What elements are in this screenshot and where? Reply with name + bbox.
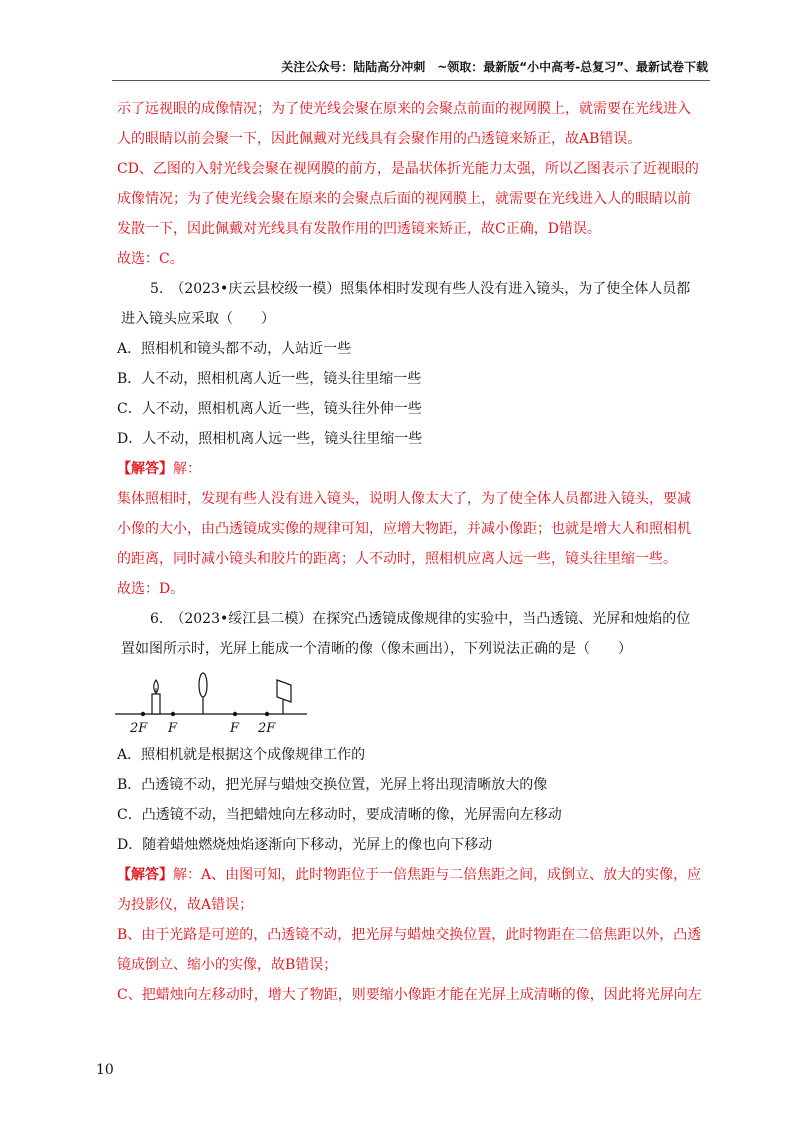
solution-line: 人的眼睛以前会聚一下，因此佩戴对光线具有会聚作用的凸透镜来矫正，故AB错误。 — [117, 131, 642, 147]
answer-choice: 故选：C。 — [117, 251, 184, 267]
question-5-option-a: A．照相机和镜头都不动，人站近一些 — [117, 341, 352, 357]
solution-line: 发散一下，因此佩戴对光线具有发散作用的凹透镜来矫正，故C正确，D错误。 — [117, 221, 601, 237]
question-5-answer-line: 的距离，同时减小镜头和胶片的距离；人不动时，照相机应离人远一些，镜头往里缩一些。 — [117, 551, 677, 567]
question-6-option-a: A．照相机就是根据这个成像规律工作的 — [117, 747, 366, 763]
solution-line: 示了远视眼的成像情况；为了使光线会聚在原来的会聚点前面的视网膜上，就需要在光线进入 — [117, 101, 691, 117]
label-2f-left: 2F — [130, 721, 148, 734]
question-6-stem: 6. （2023•绥江县二模）在探究凸透镜成像规律的实验中，当凸透镜、光屏和烛焰的位 — [150, 611, 691, 627]
question-5-answer-line: 小像的大小，由凸透镜成实像的规律可知，应增大物距，并减小像距；也就是增大人和照相机 — [117, 521, 691, 537]
question-5-option-b: B．人不动，照相机离人近一些，镜头往里缩一些 — [117, 371, 422, 387]
question-6-stem-cont: 置如图所示时，光屏上能成一个清晰的像（像未画出），下列说法正确的是（ ） — [121, 641, 632, 657]
solution-line: 成像情况；为了使光线会聚在原来的会聚点后面的视网膜上，就需要在光线进入人的眼睛以前 — [117, 191, 691, 207]
question-5-stem-cont: 进入镜头应采取（ ） — [121, 311, 275, 327]
point-2f-left — [141, 712, 145, 716]
question-5-option-d: D．人不动，照相机离人远一些，镜头往里缩一些 — [117, 431, 423, 447]
label-f-left: F — [168, 721, 178, 734]
convex-lens-icon — [199, 673, 207, 714]
question-6-option-d: D．随着蜡烛燃烧烛焰逐渐向下移动，光屏上的像也向下移动 — [117, 837, 493, 853]
page-header: 关注公众号：陆陆高分冲刺 ~领取：最新版“小中高考-总复习”、最新试卷下载 — [281, 60, 708, 74]
answer-tag: 【解答】 — [117, 461, 173, 477]
candle-icon — [152, 680, 160, 714]
label-2f-right: 2F — [258, 721, 276, 734]
point-f-right — [233, 712, 237, 716]
header-divider — [112, 80, 710, 81]
question-6-answer-line: 镜成倒立、缩小的实像，故B错误； — [117, 957, 338, 973]
question-6-answer-header — [117, 860, 709, 890]
question-6-option-b: B．凸透镜不动，把光屏与蜡烛交换位置，光屏上将出现清晰放大的像 — [117, 777, 548, 793]
question-5-answer-choice: 故选：D。 — [117, 581, 185, 597]
page-number: 10 — [96, 1062, 114, 1078]
lens-setup-diagram — [115, 672, 315, 734]
answer-lead: 解： — [173, 461, 201, 477]
light-screen-icon — [277, 680, 291, 714]
question-6-answer-line: 为投影仪，故A错误； — [117, 897, 254, 913]
answer-lead: 解：A、由图可知，此时物距位于一倍焦距与二倍焦距之间，成倒立、放大的实像，应 — [173, 867, 702, 883]
point-f-left — [171, 712, 175, 716]
question-5-answer-header — [117, 454, 709, 484]
question-6-answer-line: C、把蜡烛向左移动时，增大了物距，则要缩小像距才能在光屏上成清晰的像，因此将光屏向左 — [117, 987, 702, 1003]
label-f-right: F — [230, 721, 240, 734]
solution-line: CD、乙图的入射光线会聚在视网膜的前方，是晶状体折光能力太强，所以乙图表示了近视眼的 — [117, 161, 699, 177]
question-6-answer-line: B、由于光路是可逆的，凸透镜不动，把光屏与蜡烛交换位置，此时物距在二倍焦距以外，凸透 — [117, 927, 702, 943]
page-content — [117, 94, 709, 1010]
question-5-answer-line: 集体照相时，发现有些人没有进入镜头，说明人像太大了，为了使全体人员都进入镜头，要减 — [117, 491, 691, 507]
answer-tag: 【解答】 — [117, 867, 173, 883]
question-5-stem: 5. （2023•庆云县校级一模）照集体相时发现有些人没有进入镜头，为了使全体人员都 — [150, 281, 691, 297]
question-5-option-c: C．人不动，照相机离人近一些，镜头往外伸一些 — [117, 401, 422, 417]
question-6-option-c: C．凸透镜不动，当把蜡烛向左移动时，要成清晰的像，光屏需向左移动 — [117, 807, 562, 823]
point-2f-right — [265, 712, 269, 716]
